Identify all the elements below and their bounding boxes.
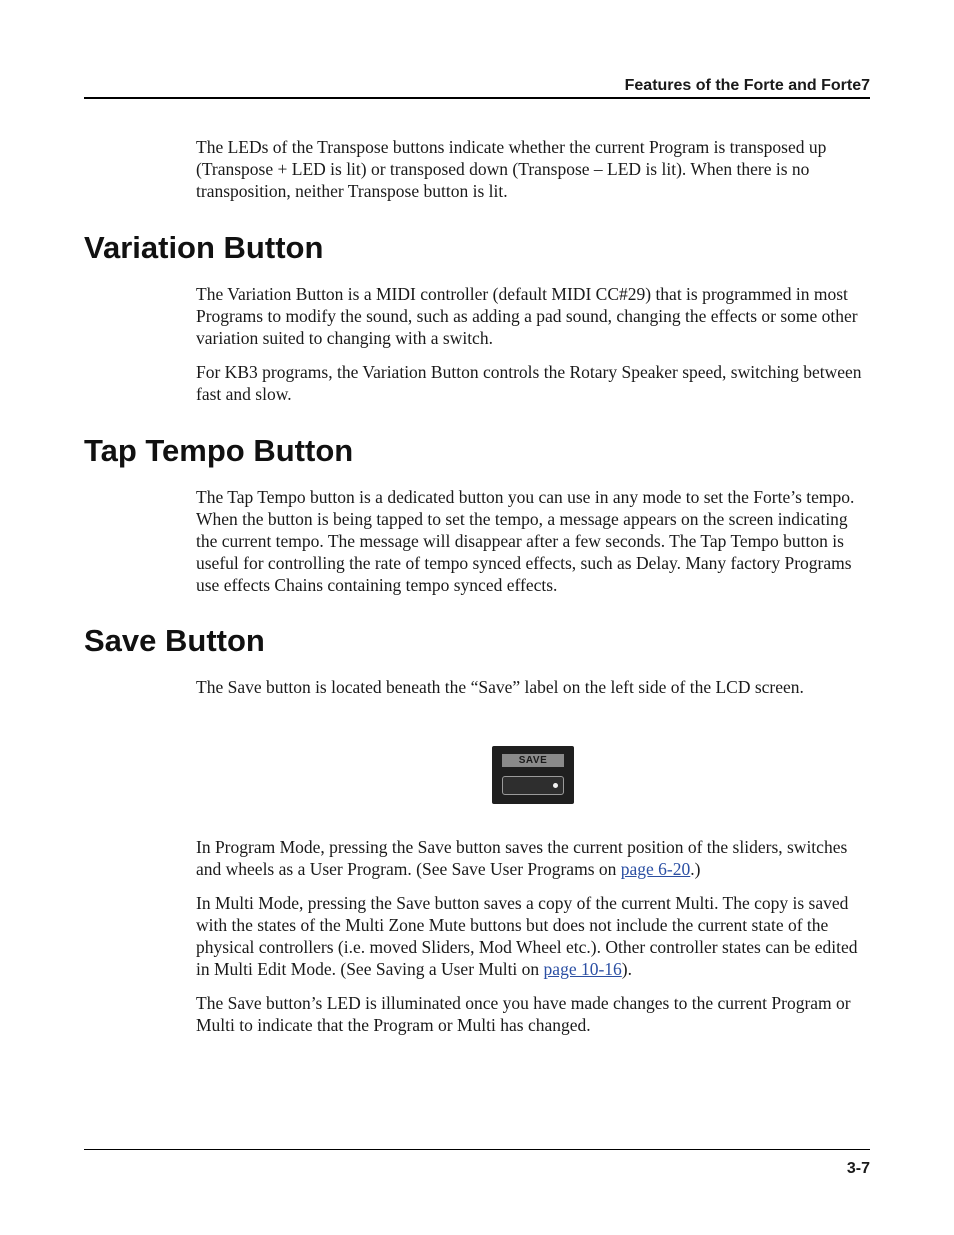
intro-paragraph: The LEDs of the Transpose buttons indicate whether the current Program is transposed up (Transpose + LED is lit) or transposed down (Transpose – LED is lit). When there is no transposition, neither Transpose button is lit. — [196, 137, 827, 201]
page-6-20-link[interactable]: page 6-20 — [620, 859, 691, 879]
save-paragraph-3 — [196, 892, 872, 980]
header-rule — [84, 97, 870, 99]
footer-rule — [84, 1149, 870, 1150]
variation-heading: Variation Button — [84, 230, 324, 265]
page-10-16-link[interactable]: page 10-16 — [543, 959, 622, 979]
save-button-figure — [492, 746, 574, 804]
save-label-plate: SAVE — [502, 754, 564, 767]
tap-tempo-paragraph: The Tap Tempo button is a dedicated button you can use in any mode to set the Forte’s tempo. When the button is being tapped to set the tempo, a message appears on the screen indicating the current tempo. The message will disappear after a few seconds. The Tap Tempo button is useful for controlling the rate of tempo synced effects, such as Delay. Many factory Programs use effects Chains containing tempo synced effects. — [196, 487, 855, 595]
variation-paragraph-2: For KB3 programs, the Variation Button controls the Rotary Speaker speed, switching between fast and slow. — [196, 362, 862, 404]
tap-tempo-heading: Tap Tempo Button — [84, 433, 354, 468]
save-paragraph-2-text: In Program Mode, pressing the Save button saves the current position of the sliders, switches and wheels as a User Program. (See Save User Programs on — [196, 837, 848, 879]
save-paragraph-2-tail: .) — [690, 859, 701, 879]
page-number: 3-7 — [846, 1160, 870, 1177]
save-heading: Save Button — [84, 623, 265, 658]
save-paragraph-3-text: In Multi Mode, pressing the Save button saves a copy of the current Multi. The copy is saved with the states of the Multi Zone Mute buttons but does not include the current state of the physical controllers (i.e. moved Sliders, Mod Wheel etc.). Other controller states can be edited in Multi Edit Mode. (See Saving a User Multi on — [196, 893, 858, 979]
save-paragraph-2 — [196, 836, 872, 880]
save-paragraph-1: The Save button is located beneath the “Save” label on the left side of the LCD screen. — [196, 677, 804, 697]
save-paragraph-4: The Save button’s LED is illuminated once you have made changes to the current Program or Multi to indicate that the Program or Multi has changed. — [196, 993, 851, 1035]
running-header: Features of the Forte and Forte7 — [624, 77, 870, 94]
save-key — [502, 776, 564, 795]
led-indicator-icon — [553, 783, 558, 788]
save-paragraph-3-tail: ). — [621, 959, 632, 979]
variation-paragraph-1: The Variation Button is a MIDI controller (default MIDI CC#29) that is programmed in most Programs to modify the sound, such as adding a pad sound, changing the effects or some other variation suited to changing with a switch. — [196, 284, 858, 348]
